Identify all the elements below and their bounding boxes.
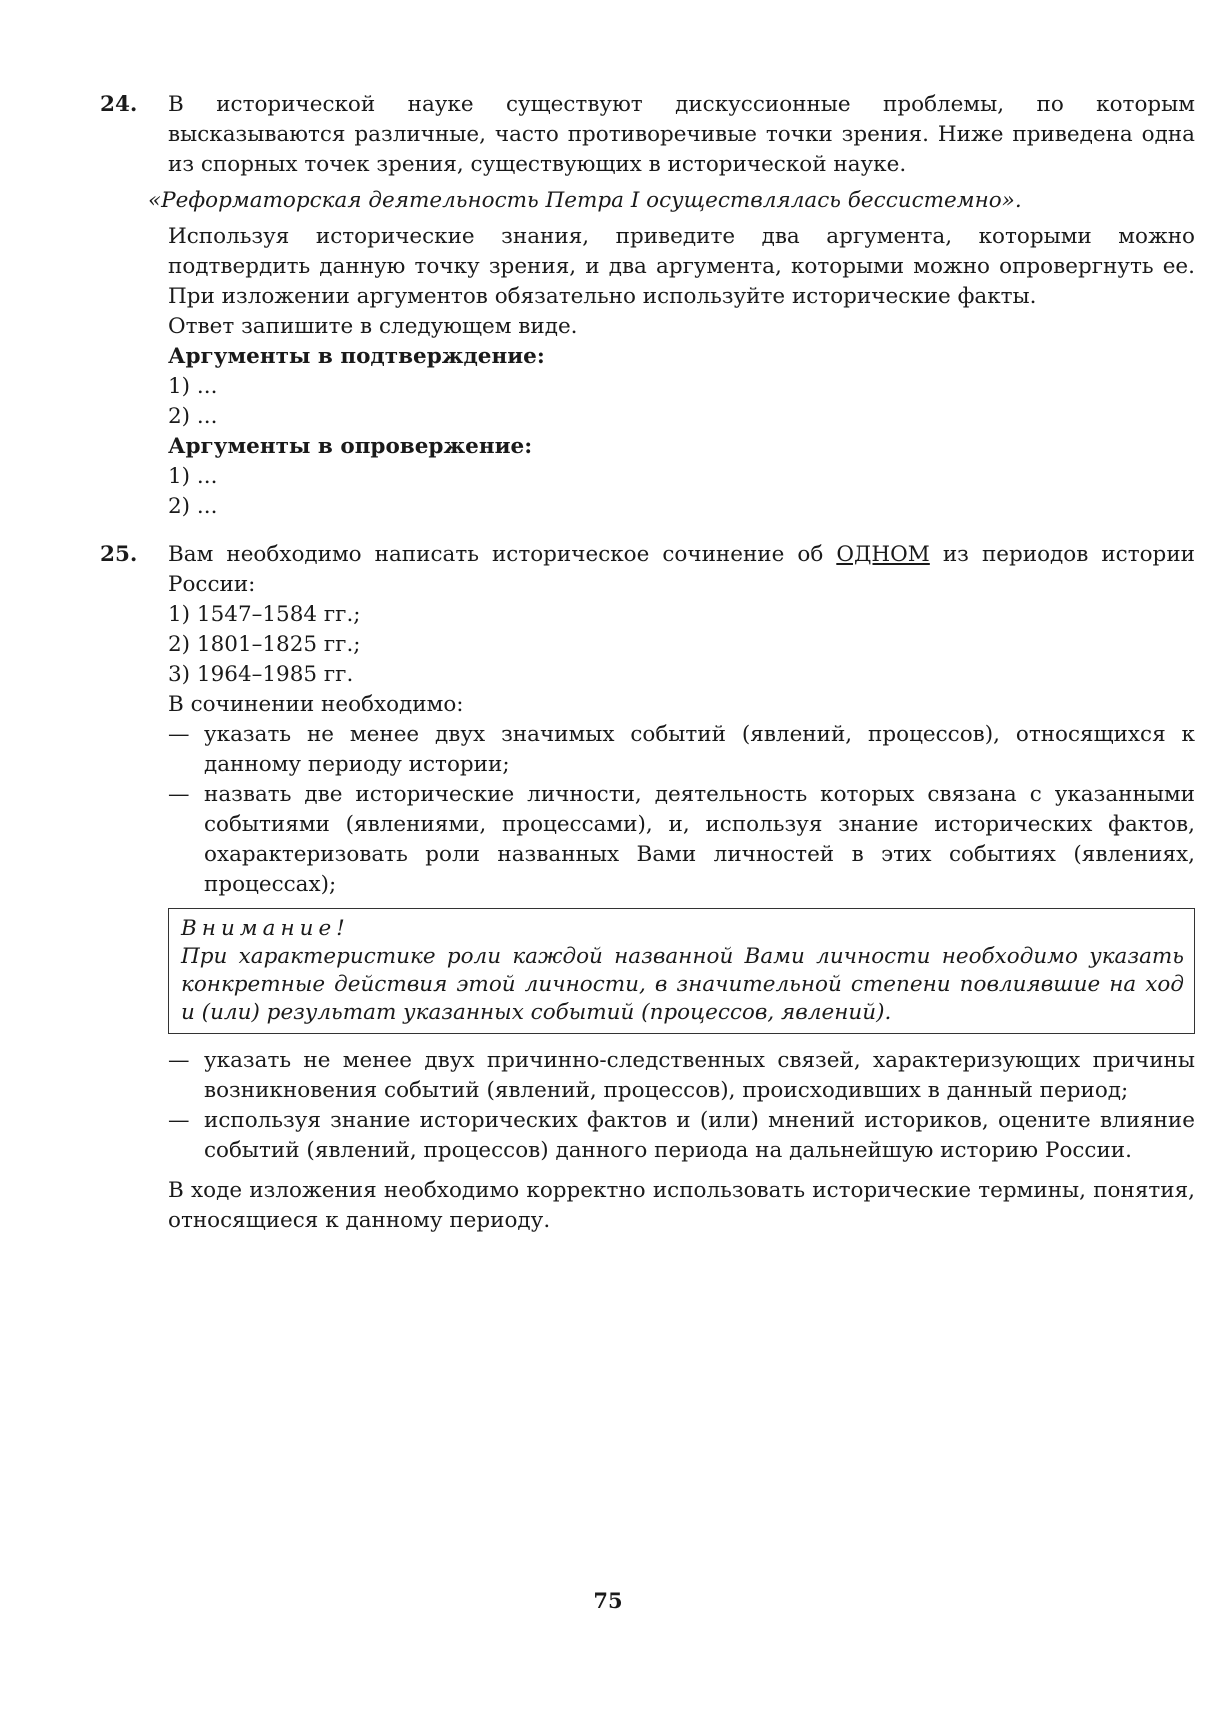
task-24-number: 24. bbox=[100, 92, 138, 117]
requirement-item bbox=[168, 1106, 1195, 1166]
task-25-closing: В ходе изложения необходимо корректно использовать исторические термины, понятия, относящиеся к данному периоду. bbox=[168, 1178, 1195, 1233]
requirement-item bbox=[168, 720, 1195, 780]
task-24-instruction: Используя исторические знания, приведите два аргумента, которыми можно подтвердить данную точку зрения, и два аргумента, которыми можно опровергнуть ее. При изложении аргументов обязательно используйте исторические факты. bbox=[168, 224, 1195, 309]
requirement-text: используя знание исторических фактов и (или) мнений историков, оцените влияние событий (явлений, процессов) данного периода на дальнейшую историю России. bbox=[204, 1108, 1195, 1163]
confirm-item-2: 2) ... bbox=[168, 404, 218, 429]
requirements-heading: В сочинении необходимо: bbox=[168, 692, 464, 717]
requirement-text: указать не менее двух причинно-следственных связей, характеризующих причины возникновения событий (явлений, процессов), происходивших в данный период; bbox=[204, 1048, 1195, 1103]
task-24-body bbox=[148, 90, 1195, 522]
confirm-heading: Аргументы в подтверждение: bbox=[168, 344, 545, 369]
attention-box bbox=[168, 908, 1195, 1034]
task-25-number: 25. bbox=[100, 542, 138, 567]
period-3: 3) 1964–1985 гг. bbox=[168, 662, 354, 687]
refute-heading: Аргументы в опровержение: bbox=[168, 434, 533, 459]
dash-bullet: — bbox=[168, 1048, 190, 1073]
task-24 bbox=[100, 90, 1195, 522]
requirement-item bbox=[168, 780, 1195, 900]
task-25-intro bbox=[168, 540, 1195, 600]
task-25 bbox=[100, 540, 1195, 1236]
period-1: 1) 1547–1584 гг.; bbox=[168, 602, 361, 627]
requirement-text: назвать две исторические личности, деятельность которых связана с указанными событиями (явлениями, процессами), и, используя знание исторических фактов, охарактеризовать роли названных Вами личностей в этих событиях (явлениях, процессах); bbox=[204, 782, 1195, 897]
task-25-body bbox=[168, 540, 1195, 1236]
period-2: 2) 1801–1825 гг.; bbox=[168, 632, 361, 657]
intro-text-after: из периодов истории России: bbox=[168, 542, 1195, 597]
requirement-item bbox=[168, 1046, 1195, 1106]
intro-text-before: Вам необходимо написать историческое сочинение об bbox=[168, 542, 837, 567]
dash-bullet: — bbox=[168, 722, 190, 747]
intro-underlined-word: ОДНОМ bbox=[836, 542, 930, 567]
task-24-answer-form: Ответ запишите в следующем виде. bbox=[168, 314, 578, 339]
page-number: 75 bbox=[593, 1588, 623, 1613]
dash-bullet: — bbox=[168, 1108, 190, 1133]
task-24-quote: «Реформаторская деятельность Петра I осуществлялась бессистемно». bbox=[148, 188, 1022, 213]
confirm-item-1: 1) ... bbox=[168, 374, 218, 399]
refute-item-2: 2) ... bbox=[168, 494, 218, 519]
attention-title: Внимание! bbox=[181, 916, 350, 941]
attention-text: При характеристике роли каждой названной Вами личности необходимо указать конкретные действия этой личности, в значительной степени повлиявшие на ход и (или) результат указанных событий (процессов, явлений). bbox=[181, 944, 1184, 1025]
refute-item-1: 1) ... bbox=[168, 464, 218, 489]
task-24-intro: В исторической науке существуют дискуссионные проблемы, по которым высказываются различные, часто противоречивые точки зрения. Ниже приведена одна из спорных точек зрения, существующих в исторической науке. bbox=[168, 92, 1195, 177]
requirement-text: указать не менее двух значимых событий (явлений, процессов), относящихся к данному периоду истории; bbox=[204, 722, 1195, 777]
dash-bullet: — bbox=[168, 782, 190, 807]
